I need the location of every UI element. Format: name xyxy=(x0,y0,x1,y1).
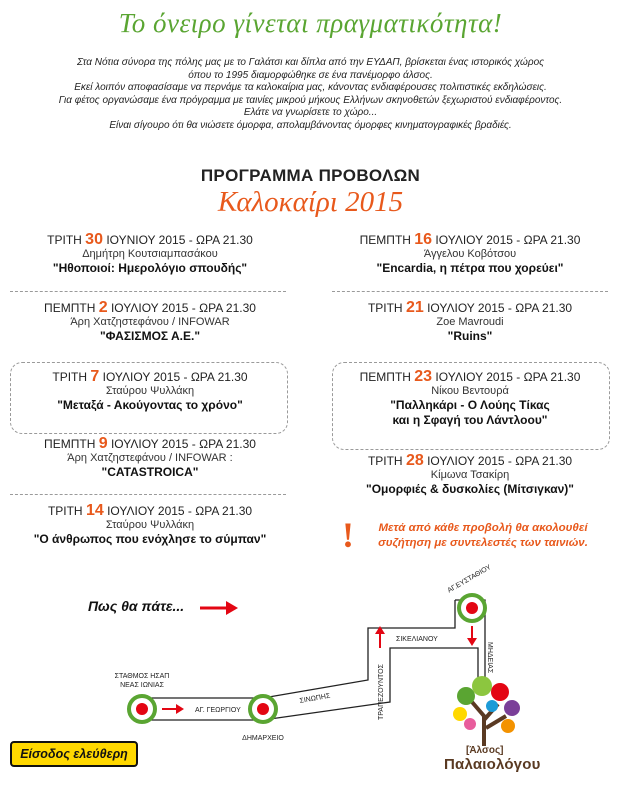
screening-film: "Μεταξά - Ακούγοντας το χρόνο" xyxy=(57,398,243,412)
screening-film: "Ο άνθρωπος που ενόχλησε το σύμπαν" xyxy=(33,532,267,546)
free-entry-badge: Είσοδος ελεύθερη xyxy=(10,741,138,767)
screening-director: Σταύρου Ψυλλάκη xyxy=(105,385,195,397)
intro-line: Είναι σίγουρο ότι θα νιώσετε όμορφα, απολαμβάνοντας όμορφες κινηματογραφικές βραδιές. xyxy=(109,119,512,131)
intro-paragraph xyxy=(20,57,601,133)
separator-line xyxy=(332,291,608,292)
discussion-note xyxy=(358,521,608,551)
screening-item xyxy=(325,300,615,344)
screening-date: ΠΕΜΠΤΗ 9 ΙΟΥΛΙΟΥ 2015 - ΩΡΑ 21.30 xyxy=(44,435,256,452)
screening-director: Άρη Χατζηστεφάνου / INFOWAR : xyxy=(67,452,233,464)
screening-film-line2: και η Σφαγή του Λάντλοου" xyxy=(392,413,548,427)
screening-film: "Ruins" xyxy=(447,329,493,343)
screening-film: "Παλληκάρι - Ο Λούης Τίκας xyxy=(390,398,550,412)
screening-film: "ΦΑΣΙΣΜΟΣ Α.Ε." xyxy=(99,329,201,343)
intro-line: Ελάτε να γνωρίσετε το χώρο... xyxy=(243,107,378,119)
screening-item xyxy=(325,232,615,276)
screening-date: ΠΕΜΠΤΗ 16 ΙΟΥΛΙΟΥ 2015 - ΩΡΑ 21.30 xyxy=(359,231,581,248)
screening-film: "Ομορφιές & δυσκολίες (Μίτσιγκαν)" xyxy=(366,482,574,496)
exclamation-icon: ! xyxy=(342,515,354,555)
screening-director: Σταύρου Ψυλλάκη xyxy=(105,519,195,531)
screening-item xyxy=(325,453,615,497)
screening-date: ΤΡΙΤΗ 28 ΙΟΥΛΙΟΥ 2015 - ΩΡΑ 21.30 xyxy=(367,452,573,469)
screening-director: Άρη Χατζηστεφάνου / INFOWAR xyxy=(70,316,230,328)
street-label-agefstathiou: ΑΓ.ΕΥΣΤΑΘΙΟΥ xyxy=(446,564,493,595)
note-line: Μετά από κάθε προβολή θα ακολουθεί xyxy=(378,522,588,534)
screening-film: "Encardia, η πέτρα που χορεύει" xyxy=(376,261,564,275)
note-line: συζήτηση με συντελεστές των ταινιών. xyxy=(378,537,588,549)
screening-date: ΤΡΙΤΗ 7 ΙΟΥΛΙΟΥ 2015 - ΩΡΑ 21.30 xyxy=(52,368,248,385)
tree-logo-icon xyxy=(448,672,528,746)
screening-date: ΠΕΜΠΤΗ 2 ΙΟΥΛΙΟΥ 2015 - ΩΡΑ 21.30 xyxy=(44,299,256,316)
screening-film: "CATASTROICA" xyxy=(101,465,199,479)
screening-date: ΤΡΙΤΗ 30 ΙΟΥΝΙΟΥ 2015 - ΩΡΑ 21.30 xyxy=(47,231,253,248)
street-label-sinopis: ΣΙΝΩΠΗΣ xyxy=(299,692,331,705)
screening-date: ΤΡΙΤΗ 21 ΙΟΥΛΙΟΥ 2015 - ΩΡΑ 21.30 xyxy=(367,299,573,316)
station-label-1: ΣΤΑΘΜΟΣ ΗΣΑΠ xyxy=(114,673,170,680)
intro-line: Για φέτος οργανώσαμε ένα πρόγραμμα με ταινίες μικρού μήκους Ελλήνων σκηνοθετών ξεχωριστού ενδιαφέροντος. xyxy=(58,94,563,106)
intro-line: Στα Νότια σύνορα της πόλης μας με το Γαλάτσι και δίπλα από την ΕΥΔΑΠ, βρίσκεται ένας ιστορικός χώρος xyxy=(76,57,544,68)
intro-line: Εκεί λοιπόν αποφασίσαμε να περνάμε τα καλοκαίρια μας, κάνοντας ενδιαφέρουσες πολιτιστικές εκδηλώσεις. xyxy=(74,82,547,94)
headline: Το όνειρο γίνεται πραγματικότητα! xyxy=(118,8,503,38)
station-label-2: ΝΕΑΣ ΙΩΝΙΑΣ xyxy=(120,682,164,689)
town-hall-label: ΔΗΜΑΡΧΕΙΟ xyxy=(242,735,284,742)
screening-item xyxy=(5,369,295,413)
screening-director: Άγγελου Κοβότσου xyxy=(423,248,517,260)
directions-title: Πως θα πάτε... xyxy=(88,598,185,614)
intro-line: όπου το 1995 διαμορφώθηκε σε ένα πανέμορφο άλσος. xyxy=(188,69,433,81)
separator-line xyxy=(10,494,286,495)
screening-date: ΠΕΜΠΤΗ 23 ΙΟΥΛΙΟΥ 2015 - ΩΡΑ 21.30 xyxy=(359,368,581,385)
program-title: ΠΡΟΓΡΑΜΜΑ ΠΡΟΒΟΛΩΝ xyxy=(200,166,421,185)
screening-item xyxy=(5,436,295,480)
screening-item xyxy=(5,503,295,547)
logo-sign: [Άλσος] xyxy=(466,745,504,756)
screening-film: "Ηθοποιοί: Ημερολόγιο σπουδής" xyxy=(52,261,248,275)
screening-director: Δημήτρη Κουτσιαμπασάκου xyxy=(82,248,218,260)
screening-director: Κίμωνα Τσακίρη xyxy=(430,469,510,481)
screening-director: Νίκου Βεντουρά xyxy=(431,385,509,397)
screening-item xyxy=(5,232,295,276)
street-label-georgiou: ΑΓ. ΓΕΩΡΓΙΟΥ xyxy=(195,707,241,714)
screening-item xyxy=(325,369,615,428)
town-hall-marker xyxy=(250,696,276,722)
screening-director: Zoe Mavroudi xyxy=(436,316,504,328)
destination-marker xyxy=(459,595,485,621)
station-marker xyxy=(129,696,155,722)
screening-item xyxy=(5,300,295,344)
street-label-trapezountos: ΤΡΑΠΕΖΟΥΝΤΟΣ xyxy=(378,664,385,720)
street-label-mideias: ΜΗΔΕΙΑΣ xyxy=(486,642,493,674)
street-label-sikelianou: ΣΙΚΕΛΙΑΝΟΥ xyxy=(396,636,438,643)
logo-name: Παλαιολόγου xyxy=(444,756,541,773)
separator-line xyxy=(10,291,286,292)
program-subtitle: Καλοκαίρι 2015 xyxy=(217,186,404,218)
screening-date: ΤΡΙΤΗ 14 ΙΟΥΛΙΟΥ 2015 - ΩΡΑ 21.30 xyxy=(47,502,253,519)
